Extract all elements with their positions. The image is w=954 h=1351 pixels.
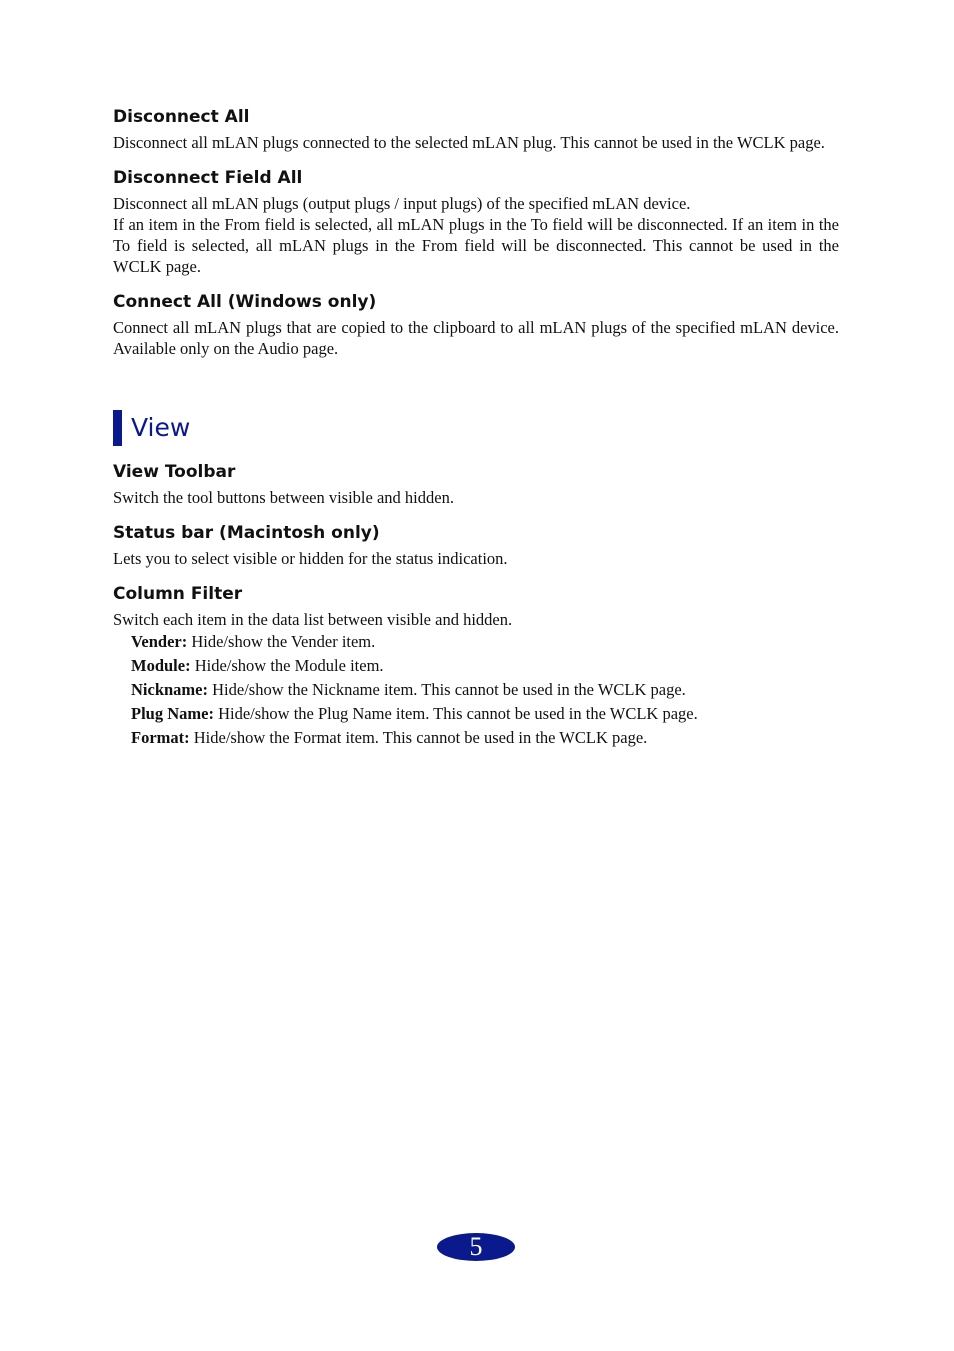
section-paragraph: Switch the tool buttons between visible and hidden. — [113, 488, 454, 507]
section-heading: Connect All (Windows only) — [113, 292, 377, 312]
filter-item — [131, 654, 839, 678]
section-heading: Disconnect Field All — [113, 168, 303, 188]
filter-item — [131, 678, 839, 702]
filter-term: Plug Name: — [131, 704, 214, 723]
filter-term: Module: — [131, 656, 191, 675]
filter-desc: Hide/show the Vender item. — [187, 632, 376, 651]
filter-term: Format: — [131, 728, 190, 747]
section-heading: Status bar (Macintosh only) — [113, 523, 380, 543]
section-paragraph: Disconnect all mLAN plugs connected to the selected mLAN plug. This cannot be used in the WCLK page. — [113, 133, 825, 152]
view-chapter-title: View — [131, 413, 191, 442]
filter-desc: Hide/show the Nickname item. This cannot be used in the WCLK page. — [208, 680, 686, 699]
heading-accent-bar — [113, 410, 122, 446]
section-paragraph: If an item in the From field is selected, all mLAN plugs in the To field will be disconnected. If an item in the To field is selected, all mLAN plugs in the From field will be disconnected. This cannot be used in the WCLK page. — [113, 215, 839, 276]
page-content — [113, 105, 839, 750]
section-connect-all — [113, 290, 839, 359]
section-paragraph: Switch each item in the data list between visible and hidden. — [113, 610, 513, 629]
section-column-filter — [113, 582, 839, 750]
section-paragraph: Lets you to select visible or hidden for the status indication. — [113, 549, 508, 568]
section-paragraph: Connect all mLAN plugs that are copied to the clipboard to all mLAN plugs of the specified mLAN device. Available only on the Audio page. — [113, 318, 839, 358]
section-view-toolbar — [113, 460, 839, 508]
filter-desc: Hide/show the Plug Name item. This cannot be used in the WCLK page. — [213, 704, 698, 723]
section-paragraph: Disconnect all mLAN plugs (output plugs / input plugs) of the specified mLAN device. — [113, 194, 691, 213]
view-chapter-heading — [113, 410, 839, 446]
section-heading: Column Filter — [113, 584, 243, 604]
filter-desc: Hide/show the Module item. — [190, 656, 384, 675]
filter-item — [131, 630, 839, 654]
section-disconnect-all — [113, 105, 839, 153]
page-number-badge: 5 — [437, 1233, 515, 1261]
column-filter-list — [113, 630, 839, 750]
filter-term: Nickname: — [131, 680, 208, 699]
filter-term: Vender: — [131, 632, 188, 651]
filter-item — [131, 702, 839, 726]
filter-desc: Hide/show the Format item. This cannot be used in the WCLK page. — [189, 728, 648, 747]
section-disconnect-field-all — [113, 166, 839, 277]
section-status-bar — [113, 521, 839, 569]
section-heading: View Toolbar — [113, 462, 236, 482]
filter-item — [131, 726, 839, 750]
section-heading: Disconnect All — [113, 107, 250, 127]
